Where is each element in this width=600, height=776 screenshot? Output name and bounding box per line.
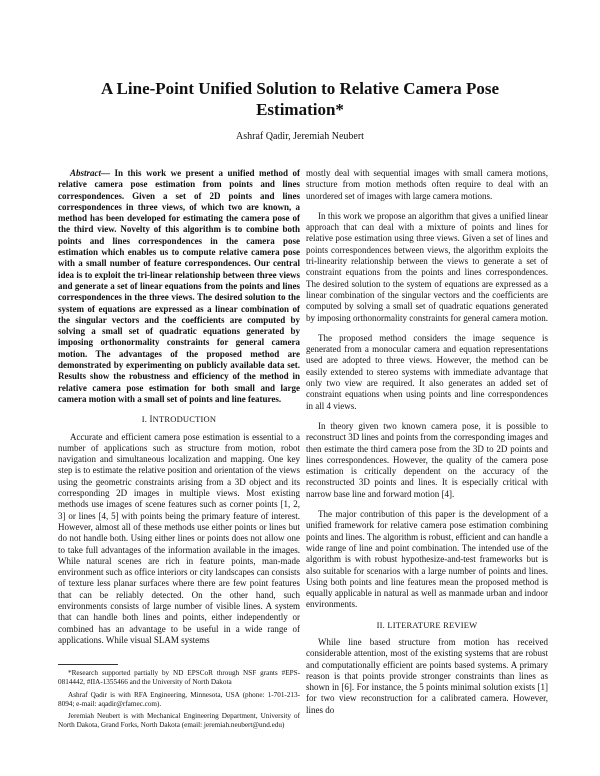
body-paragraph: In this work we propose an algorithm that gives a unified linear approach that can deal with a mixture of points and lines for relative pose estimation using three views. Given a set of lines and points correspondences between views, the algorithm exploits the tri-linearity relationship between the views to generate a set of constraint equations from the points and lines correspondences. The desired solution to the system of equations are expressed as a linear combination of the singular vectors and the coefficients are computed by solving a small set of quadratic equations generated by imposing orthonormality constraints for general camera motion. xyxy=(306,210,548,323)
footnote-divider xyxy=(58,664,118,665)
left-column xyxy=(58,168,300,730)
section-title-rest: NTRODUCTION xyxy=(152,414,217,425)
abstract xyxy=(58,168,300,405)
section-heading-literature-review xyxy=(306,620,548,631)
section-title: LITERATURE REVIEW xyxy=(387,619,478,630)
section-title-initial: I xyxy=(149,414,153,425)
continued-paragraph: mostly deal with sequential images with small camera motions, structure from motion methods often require to deal with an unordered set of images with large camera motions. xyxy=(306,168,548,201)
footnotes xyxy=(58,669,300,730)
literature-paragraph: While line based structure from motion has received considerable attention, most of the existing systems that are robust and computationally efficient are points based systems. A primary reason is that points provide stronger constraints than lines as shown in [6]. For instance, the 5 points minimal solution exists [1] for two view reconstruction for a calibrated camera. However, lines do xyxy=(306,636,548,715)
right-column xyxy=(306,168,548,716)
body-paragraph: The major contribution of this paper is the development of a unified framework for relative camera pose estimation combining points and lines. The algorithm is robust, efficient and can handle a wide range of line and point combination. The intended use of the algorithm is with robust hypothesize-and-test frameworks but is also suitable for scenarios with a large number of points and lines. Using both points and line features mean the proposed method is equally applicable in natural as well as manmade urban and indoor environments. xyxy=(306,509,548,610)
body-paragraph: In theory given two known camera pose, it is possible to reconstruct 3D lines and points from the corresponding images and then estimate the third camera pose from the 3D to 2D points and lines correspondences. However, the quality of the camera pose estimation is critically dependent on the accuracy of the reconstructed 3D points and lines. It is especially critical with narrow base line and forward motion [4]. xyxy=(306,420,548,499)
body-paragraph: The proposed method considers the image sequence is generated from a monocular camera and equation representations used are adopted to three views. However, the method can be easily extended to stereo systems with immediate advantage that only two view are required. It also generates an added set of constraint equations when using points and line correspondences in all 4 views. xyxy=(306,332,548,411)
intro-paragraph: Accurate and efficient camera pose estimation is essential to a number of applications such as structure from motion, robot navigation and simultaneous localization and mapping. One key step is to estimate the relative position and orientation of the views using the geometric constraints arising from a 3D object and its corresponding 2D images in multiple views. Most existing methods use images of scene features such as corner points [1, 2, 3] or lines [4, 5] with points being the primary feature of interest. However, almost all of these methods use either points or lines but do not handle both. Using either lines or points does not allow one to take full advantages of the information available in the images. While natural scenes are rich in feature points, man-made environment such as office interiors or city landscapes can consists of texture less planar surfaces where there are few point features that can be reliably detected. On the other hand, such environments consists of large number of visible lines. A system that can handle both lines and points, either independently or combined has an advantage to be useful in a wide range of applications. While visual SLAM systems xyxy=(58,431,300,645)
footnote-author-2: Jeremiah Neubert is with Mechanical Engineering Department, University of North Dakota, Grand Forks, North Dakota (email: jeremiah.neubert@und.edu) xyxy=(58,711,300,730)
section-number: II. xyxy=(376,619,385,630)
footnote-funding: *Research supported partially by ND EPSCoR through NSF grants #EPS-0814442, #IIA-1355466 and the University of North Dakota xyxy=(58,669,300,687)
section-number: I. xyxy=(141,414,148,425)
paper-authors: Ashraf Qadir, Jeremiah Neubert xyxy=(236,131,364,142)
abstract-lead: Abstract xyxy=(70,168,102,178)
paper-title: A Line-Point Unified Solution to Relative Camera Pose Estimation* xyxy=(100,79,500,119)
footnote-author-1: Ashraf Qadir is with RFA Engineering, Minnesota, USA (phone: 1-701-213-8094; e-mail: aqadir@rfamec.com). xyxy=(58,690,300,708)
section-heading-introduction xyxy=(58,414,300,425)
abstract-text: — In this work we present a unified method of relative camera pose estimation from points and lines correspondences. Given a set of 2D points and lines correspondences in three views, of which two are known, a method has been developed for estimating the camera pose of the third view. Novelty of this algorithm is to combine both points and lines correspondences in the camera pose estimation which enables us to compute relative camera pose with a small number of feature correspondences. Our central idea is to exploit the tri-linear relationship between three views and generate a set of linear equations from the points and lines correspondences in the three views. The desired solution to the system of equations are expressed as a linear combination of the singular vectors and the coefficients are computed by solving a small set of quadratic equations generated by imposing orthonormality constraints for general camera motion. The advantages of the proposed method are demonstrated by experimenting on publicly available data set. Results show the robustness and efficiency of the method in relative camera pose estimation for both small and large camera motion with a small set of points and line features. xyxy=(58,168,300,404)
